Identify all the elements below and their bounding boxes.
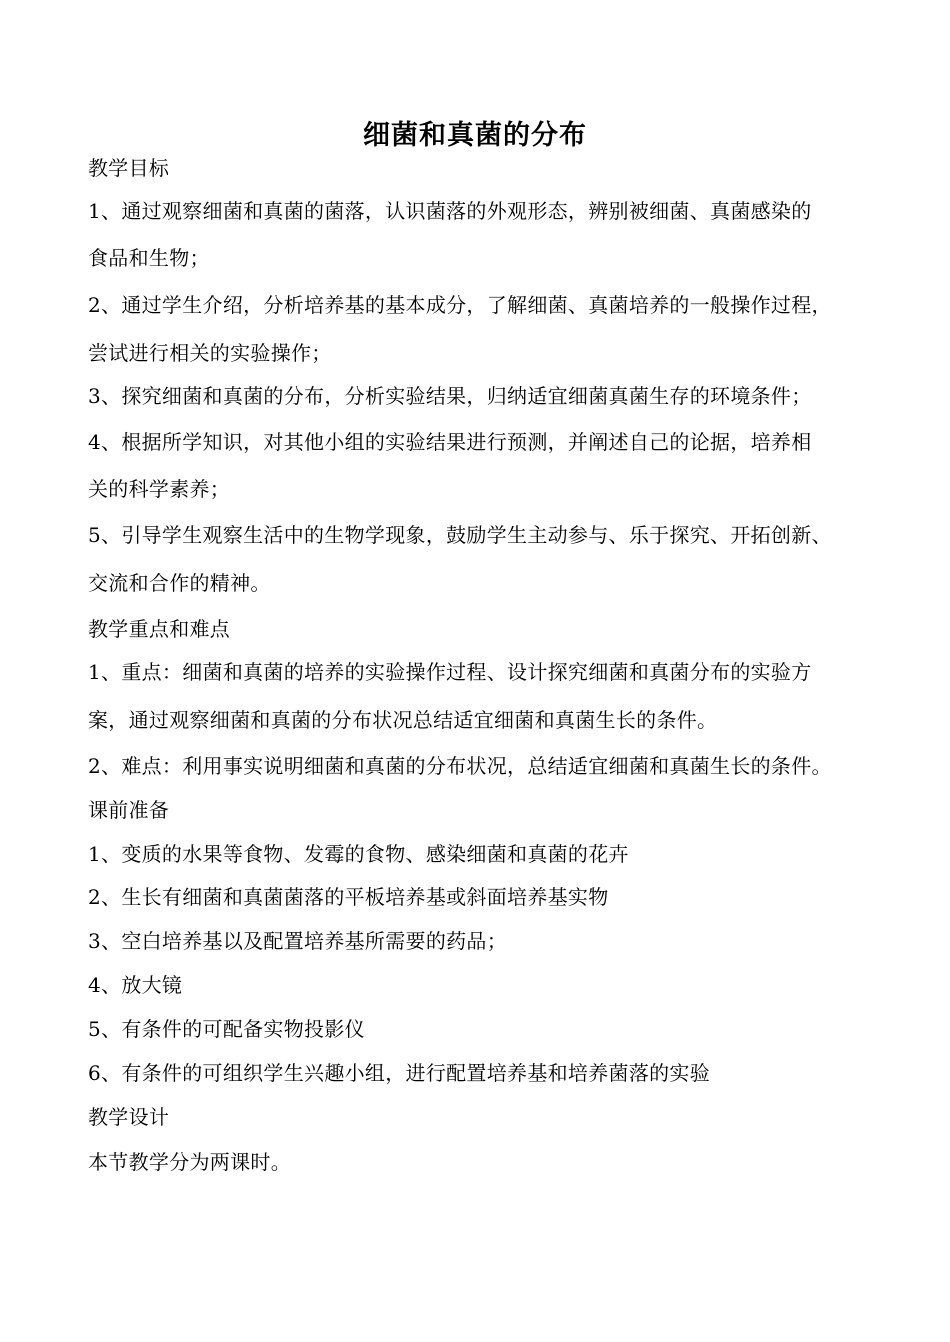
preparation-item-5: 5、有条件的可配备实物投影仪: [88, 1017, 365, 1041]
preparation-item-4: 4、放大镜: [88, 973, 183, 997]
preparation-item-6: 6、有条件的可组织学生兴趣小组，进行配置培养基和培养菌落的实验: [88, 1061, 711, 1085]
difficulty-line: 2、难点：利用事实说明细菌和真菌的分布状况，总结适宜细菌和真菌生长的条件。: [88, 754, 832, 778]
goal-5-line-2: 交流和合作的精神。: [88, 571, 271, 595]
goal-3-line: 3、探究细菌和真菌的分布，分析实验结果，归纳适宜细菌真菌生存的环境条件；: [88, 384, 812, 408]
goal-4-line-1: 4、根据所学知识，对其他小组的实验结果进行预测，并阐述自己的论据，培养相: [88, 430, 812, 454]
section-heading-preparation: 课前准备: [88, 798, 170, 822]
key-point-line-2: 案，通过观察细菌和真菌的分布状况总结适宜细菌和真菌生长的条件。: [88, 708, 718, 732]
goal-1-line-1: 1、通过观察细菌和真菌的菌落，认识菌落的外观形态，辨别被细菌、真菌感染的: [88, 199, 812, 223]
preparation-item-1: 1、变质的水果等食物、发霉的食物、感染细菌和真菌的花卉: [88, 842, 629, 866]
section-heading-teaching-design: 教学设计: [88, 1105, 170, 1129]
key-point-line-1: 1、重点：细菌和真菌的培养的实验操作过程、设计探究细菌和真菌分布的实验方: [88, 660, 812, 684]
goal-5-line-1: 5、引导学生观察生活中的生物学现象，鼓励学生主动参与、乐于探究、开拓创新、: [88, 523, 832, 547]
preparation-item-3: 3、空白培养基以及配置培养基所需要的药品；: [88, 929, 508, 953]
preparation-item-2: 2、生长有细菌和真菌菌落的平板培养基或斜面培养基实物: [88, 885, 609, 909]
goal-4-line-2: 关的科学素养；: [88, 477, 231, 501]
teaching-design-text: 本节教学分为两课时。: [88, 1150, 291, 1174]
section-heading-key-points: 教学重点和难点: [88, 617, 231, 641]
document-title: 细菌和真菌的分布: [363, 120, 587, 151]
section-heading-teaching-goals: 教学目标: [88, 156, 170, 180]
goal-1-line-2: 食品和生物；: [88, 246, 210, 270]
goal-2-line-2: 尝试进行相关的实验操作；: [88, 341, 332, 365]
goal-2-line-1: 2、通过学生介绍，分析培养基的基本成分，了解细菌、真菌培养的一般操作过程，: [88, 293, 832, 317]
